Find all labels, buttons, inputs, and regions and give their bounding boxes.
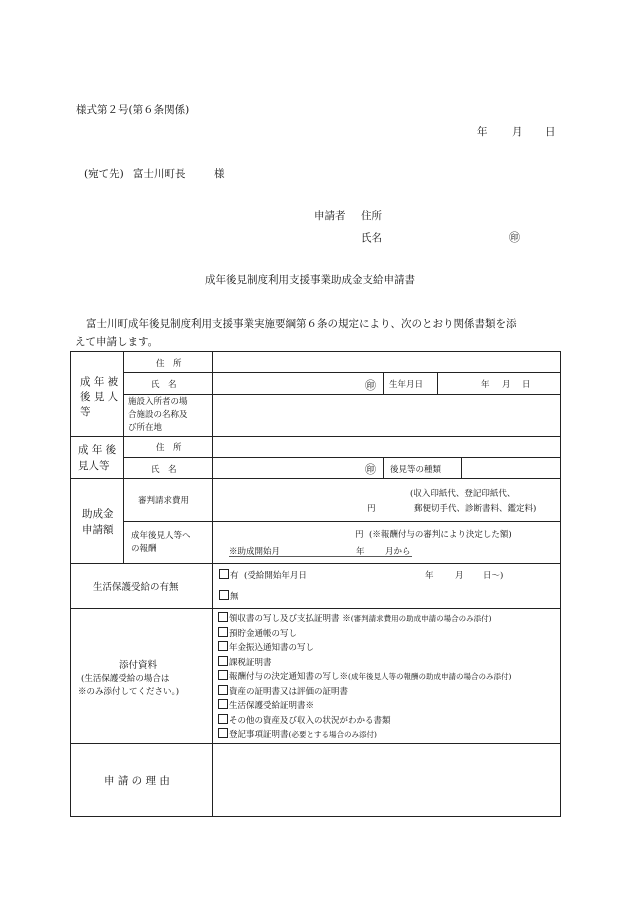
attachment-checkbox[interactable] xyxy=(218,670,228,680)
subsidy-start-month: 月から xyxy=(385,547,411,557)
welfare-no-checkbox[interactable] xyxy=(219,590,229,600)
ward-birthdate-label: 生年月日 xyxy=(389,380,424,390)
attachment-item[interactable]: 課税証明書 xyxy=(218,656,511,671)
attachment-checkbox[interactable] xyxy=(218,627,228,637)
court-fee-unit: 円 xyxy=(367,504,376,514)
attachment-checkbox[interactable] xyxy=(218,685,228,695)
attachments-label: 添付資料 xyxy=(119,660,158,671)
ward-name-label: 氏 名 xyxy=(151,380,177,390)
remuneration-unit: 円 xyxy=(355,530,364,540)
form-number: 様式第２号(第６条関係) xyxy=(76,104,190,116)
welfare-start-day: 日〜) xyxy=(483,571,504,581)
guardian-name-label: 氏 名 xyxy=(151,465,177,475)
welfare-yes-option[interactable]: 有 xyxy=(219,569,239,581)
attachment-item[interactable]: 資産の証明書又は評価の証明書 xyxy=(218,685,511,700)
attachment-item[interactable]: その他の資産及び収入の状況がわかる書類 xyxy=(218,714,511,729)
remuneration-note: (※報酬付与の審判により決定した額) xyxy=(369,530,512,540)
intro-line-2: えて申請します。 xyxy=(75,336,159,348)
remuneration-label: 成年後見人等へ の報酬 xyxy=(131,531,191,554)
guardian-section-label: 成 年 後 見人等 xyxy=(78,444,117,472)
welfare-no-option[interactable]: 無 xyxy=(219,590,239,602)
reason-input-area[interactable] xyxy=(214,745,559,815)
attachments-note-1: (生活保護受給の場合は xyxy=(81,674,170,684)
welfare-start-year: 年 xyxy=(425,571,434,581)
birth-day: 日 xyxy=(522,380,531,390)
document-title: 成年後見制度利用支援事業助成金支給申請書 xyxy=(205,274,415,286)
subsidy-start-year: 年 xyxy=(356,547,365,557)
attachment-item[interactable]: 報酬付与の決定通知書の写し※(成年後見人等の報酬の助成申請の場合のみ添付) xyxy=(218,670,511,685)
birth-month: 月 xyxy=(502,380,511,390)
attachment-checkbox[interactable] xyxy=(218,641,228,651)
date-year: 年 xyxy=(477,126,488,138)
ward-address-label: 住 所 xyxy=(156,359,182,369)
attachment-item[interactable]: 年金振込通知書の写し xyxy=(218,641,511,656)
welfare-label: 生活保護受給の有無 xyxy=(93,582,179,593)
court-fee-note-1: (収入印紙代、登記印紙代、 xyxy=(410,489,516,499)
guardian-address-label: 住 所 xyxy=(156,443,182,453)
guardian-seal: ㊞ xyxy=(365,463,376,476)
attachment-item[interactable]: 預貯金通帳の写し xyxy=(218,627,511,642)
welfare-yes-checkbox[interactable] xyxy=(219,569,229,579)
attachment-checkbox[interactable] xyxy=(218,612,228,622)
attachment-checkbox[interactable] xyxy=(218,699,228,709)
attachment-checkbox[interactable] xyxy=(218,656,228,666)
applicant-label: 申請者 xyxy=(314,210,346,222)
applicant-address-label: 住所 xyxy=(361,210,382,222)
addressee-prefix: (宛て先) xyxy=(84,168,124,180)
attachment-checkbox[interactable] xyxy=(218,714,228,724)
ward-seal: ㊞ xyxy=(365,379,376,392)
attachment-item[interactable]: 登記事項証明書(必要とする場合のみ添付) xyxy=(218,728,511,743)
applicant-seal: ㊞ xyxy=(509,231,520,244)
welfare-start-month: 月 xyxy=(455,571,464,581)
date-month: 月 xyxy=(512,126,523,138)
attachment-checkbox[interactable] xyxy=(218,728,228,738)
attachments-list xyxy=(218,612,511,743)
attachments-note-2: ※のみ添付してください。) xyxy=(78,687,180,697)
birth-year: 年 xyxy=(481,380,490,390)
addressee-name: 富士川町長 xyxy=(133,168,186,180)
court-fee-label: 審判請求費用 xyxy=(138,496,190,506)
guardian-type-label: 後見等の種類 xyxy=(390,465,442,475)
reason-label: 申 請 の 理 由 xyxy=(104,775,170,787)
subsidy-section-label: 助成金 申請額 xyxy=(82,508,114,536)
ward-facility-label: 施設入所者の場 合施設の名称及 び所在地 xyxy=(128,397,188,433)
addressee-honorific: 様 xyxy=(214,168,225,180)
intro-line-1: 富士川町成年後見制度利用支援事業実施要綱第６条の規定により、次のとおり関係書類を添 xyxy=(86,318,517,330)
attachment-item[interactable]: 領収書の写し及び支払証明書 ※(審判請求費用の助成申請の場合のみ添付) xyxy=(218,612,511,627)
subsidy-start-label: ※助成開始月 xyxy=(229,547,281,557)
attachment-item[interactable]: 生活保護受給証明書※ xyxy=(218,699,511,714)
ward-section-label: 成 年 被 後 見 人 等 xyxy=(80,376,119,418)
court-fee-note-2: 郵便切手代、診断書料、鑑定料) xyxy=(414,504,537,514)
date-day: 日 xyxy=(545,126,556,138)
welfare-start-note: (受給開始年月日 xyxy=(244,571,307,581)
applicant-name-label: 氏名 xyxy=(361,232,382,244)
